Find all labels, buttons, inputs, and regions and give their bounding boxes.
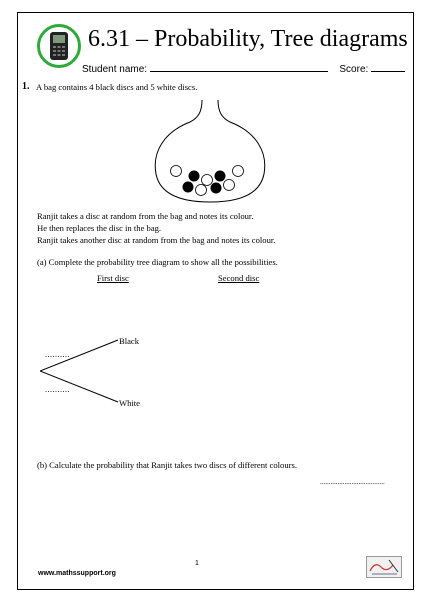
question-intro: A bag contains 4 black discs and 5 white discs. [36, 82, 198, 92]
calculator-logo-icon [37, 24, 81, 68]
page-number: 1 [195, 560, 199, 567]
maths-support-logo-icon [366, 556, 402, 578]
branch-label-white: White [119, 398, 140, 408]
branch-label-black: Black [119, 336, 140, 346]
answer-blank[interactable]: ..................................... [320, 478, 385, 486]
question-line-3: Ranjit takes another disc at random from the bag and notes its colour. [37, 235, 276, 245]
student-info-line [82, 62, 405, 75]
probability-blank-black[interactable]: .......... [45, 350, 70, 359]
tree-diagram [40, 335, 122, 410]
bag-illustration [150, 96, 270, 209]
footer-url: www.mathssupport.org [38, 570, 116, 577]
part-a-prompt: (a) Complete the probability tree diagram to show all the possibilities. [37, 257, 278, 267]
part-b-prompt: (b) Calculate the probability that Ranjit takes two discs of different colours. [37, 460, 297, 470]
score-label: Score: [339, 64, 369, 75]
question-number: 1. [22, 81, 30, 92]
probability-blank-white[interactable]: .......... [45, 385, 70, 394]
student-name-label: Student name: [82, 64, 148, 75]
student-name-field[interactable] [150, 62, 328, 72]
question-line-2: He then replaces the disc in the bag. [37, 223, 162, 233]
second-disc-heading: Second disc [218, 273, 260, 283]
score-field[interactable] [371, 62, 405, 72]
question-line-1: Ranjit takes a disc at random from the bag and notes its colour. [37, 211, 254, 221]
page-title: 6.31 – Probability, Tree diagrams [88, 26, 408, 52]
first-disc-heading: First disc [97, 273, 129, 283]
